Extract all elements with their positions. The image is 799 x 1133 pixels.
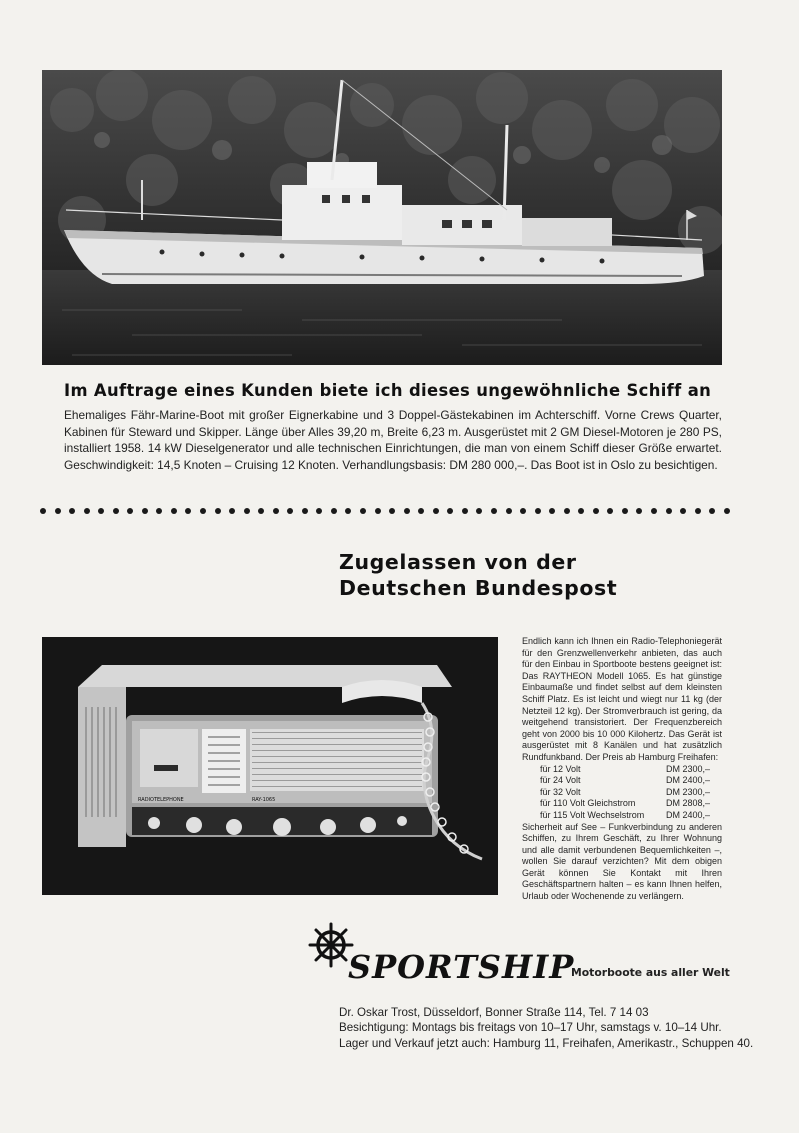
sportship-wordmark: SPORTSHIP [348,948,575,986]
radio-telephone-photo [42,637,498,895]
price-row [522,810,722,822]
price-row [522,775,722,787]
price-label: für 24 Volt [540,775,581,786]
radio-headline-line1: Zugelassen von der [339,550,577,574]
price-value: DM 2300,– [666,763,711,774]
radio-ad-headline [339,549,739,601]
ship-ad-body: Ehemaliges Fähr-Marine-Boot mit großer Eignerkabine und 3 Doppel-Gästekabinen im Achterschiff. Vorne Crews Quarter, Kabinen für Steward und Skipper. Länge über Alles 39,20 m, Breite 6,23 m. Ausgerüstet mit 2 GM Diesel-Motoren je 280 PS, installiert 1958. 14 kW Dieselgenerator und alle technischen Einrichtungen, die man von einem Schiff dieser Größe erwartet. Geschwindigkeit: 14,5 Knoten – Cruising 12 Knoten. Verhandlungsbasis: DM 280 000,–. Das Boot ist in Oslo zu besichtigen. [64,408,722,472]
device-model: RAY-1065 [252,797,276,803]
price-label: für 110 Volt Gleichstrom [540,798,636,809]
price-label: für 115 Volt Wechselstrom [540,809,645,820]
device-label: RADIOTELEPHONE [138,797,184,803]
price-row [522,798,722,810]
radio-ad-body [522,636,722,903]
price-value: DM 2400,– [666,809,711,820]
price-row [522,764,722,776]
brand-tagline: Motorboote aus aller Welt [571,966,730,979]
radio-ad-closing: Sicherheit auf See – Funkverbindung zu anderen Schiffen, zu Ihrem Geschäft, zu Ihrer Wohnung und alle damit verbundenen Bequemlichkeiten –, wollen Sie darauf verzichten? Mit dem obigen Gerät können Sie Kontakt mit Ihren Geschäftspartnern halten – es kann Ihnen helfen, Urlaub oder Wochenende zu verlängern. [522,821,722,902]
contact-hours: Besichtigung: Montags bis freitags von 10–17 Uhr, samstags v. 10–14 Uhr. [339,1021,722,1035]
dotted-separator [40,504,730,518]
price-value: DM 2808,– [666,798,711,809]
sportship-logo [308,918,575,998]
ship-photo [42,70,722,365]
price-label: für 32 Volt [540,786,581,797]
price-row [522,787,722,799]
radio-headline-line2: Deutschen Bundespost [339,576,618,600]
price-value: DM 2300,– [666,786,711,797]
radio-ad-intro: Endlich kann ich Ihnen ein Radio-Telephoniegerät für den Grenzwellenverkehr anbieten, das auch für den Einbau in Sportboote bestens geeignet ist: Das RAYTHEON Modell 1065. Es hat günstige Einbaumaße und findet selbst auf dem kleinsten Schiff Platz. Es ist leicht und wiegt nur 11 kg (der Netzteil 12 kg). Der Stromverbrauch ist gering, da weitgehend transistoriert. Der Frequenzbereich geht von 2000 bis 10 000 Kilohertz. Das Gerät ist ausgerüstet mit 8 Kanälen und hat zusätzlich Rundfunkband. Der Preis ab Hamburg Freihafen: [522,636,722,762]
contact-address: Dr. Oskar Trost, Düsseldorf, Bonner Straße 114, Tel. 7 14 03 [339,1006,649,1019]
contact-locations: Lager und Verkauf jetzt auch: Hamburg 11, Freihafen, Amerikastr., Schuppen 40. [339,1036,754,1050]
price-label: für 12 Volt [540,763,581,774]
price-list [522,764,722,822]
price-value: DM 2400,– [666,775,711,786]
ship-ad-headline: Im Auftrage eines Kunden biete ich dieses ungewöhnliche Schiff an [64,381,712,400]
contact-block [339,1005,754,1051]
